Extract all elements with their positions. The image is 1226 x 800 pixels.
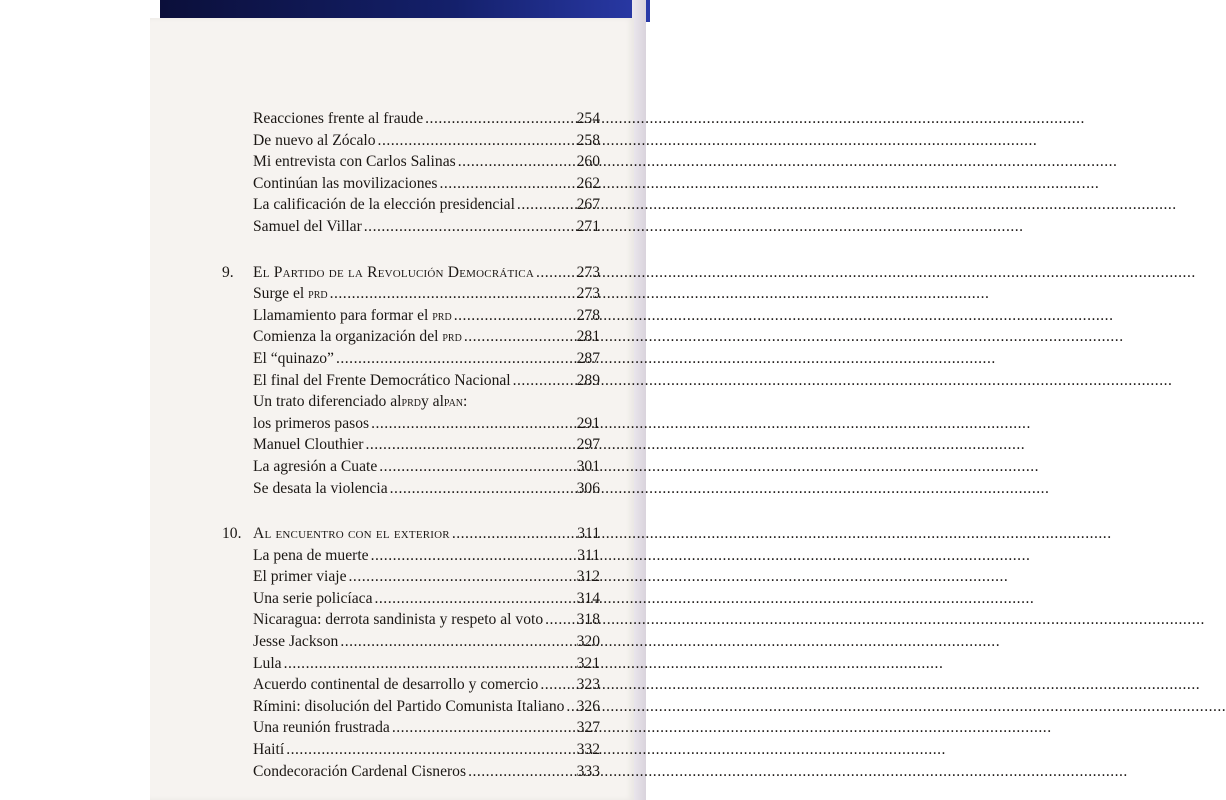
toc-entry-title: Continúan las movilizaciones <box>253 174 438 192</box>
chapter-number: 10. <box>222 525 242 543</box>
dot-leader <box>365 434 574 456</box>
toc-section-continuation <box>222 108 600 238</box>
dot-leader <box>340 631 574 653</box>
table-of-contents <box>222 108 600 782</box>
dot-leader <box>464 326 575 348</box>
toc-entry-title: Condecoración Cardenal Cisneros <box>253 762 467 780</box>
toc-entry <box>222 434 600 456</box>
toc-entry-title: De nuevo al Zócalo <box>253 131 376 149</box>
toc-entry-title: Se desata la violencia <box>253 479 388 497</box>
dot-leader <box>540 674 574 696</box>
abbreviation: pan <box>443 394 464 411</box>
dot-leader <box>349 566 575 588</box>
dot-leader <box>284 653 575 675</box>
toc-entry <box>222 674 600 696</box>
toc-page-number: 321 <box>576 654 600 672</box>
toc-chapter-10 <box>222 523 600 782</box>
dot-leader <box>425 108 574 130</box>
toc-page-number: 311 <box>577 546 600 564</box>
chapter-heading <box>222 523 600 545</box>
toc-page-number: 312 <box>576 568 600 586</box>
toc-entry-title: Mi entrevista con Carlos Salinas <box>253 153 456 171</box>
dot-leader <box>536 262 575 284</box>
toc-entry <box>222 370 600 392</box>
toc-entry-title: El final del Frente Democrático Nacional <box>253 371 511 389</box>
toc-entry <box>222 631 600 653</box>
dot-leader <box>378 130 575 152</box>
dot-leader <box>513 370 575 392</box>
toc-entry <box>222 696 600 718</box>
toc-page-number: 323 <box>576 676 600 694</box>
toc-entry <box>222 478 600 500</box>
toc-entry <box>222 717 600 739</box>
toc-entry <box>222 151 600 173</box>
toc-page-number: 311 <box>577 525 600 543</box>
dot-leader <box>336 348 575 370</box>
toc-entry-title: La pena de muerte <box>253 546 369 564</box>
toc-entry-title: Comienza la organización del prd <box>253 328 462 346</box>
toc-page-number: 258 <box>576 131 600 149</box>
toc-page-number: 278 <box>576 306 600 324</box>
toc-page-number: 314 <box>576 589 600 607</box>
toc-entry-title: Nicaragua: derrota sandinista y respeto al voto <box>253 611 544 629</box>
dot-leader <box>454 305 575 327</box>
toc-entry <box>222 566 600 588</box>
toc-page-number: 333 <box>576 762 600 780</box>
dot-leader <box>371 413 575 435</box>
abbreviation: prd <box>401 394 421 411</box>
toc-page-number: 267 <box>576 196 600 214</box>
toc-page-number: 281 <box>576 328 600 346</box>
toc-entry <box>222 216 600 238</box>
dot-leader <box>545 609 574 631</box>
toc-page-number: 262 <box>576 174 600 192</box>
toc-entry-title: Rímini: disolución del Partido Comunista Italiano <box>253 697 565 715</box>
toc-page-number: 273 <box>576 285 600 303</box>
toc-entry <box>222 194 600 216</box>
toc-page-number: 327 <box>576 719 600 737</box>
toc-page-number: 297 <box>576 436 600 454</box>
dot-leader <box>371 545 576 567</box>
dot-leader <box>452 523 575 545</box>
toc-entry-title: Jesse Jackson <box>253 633 339 651</box>
toc-entry <box>222 653 600 675</box>
toc-page-number: 332 <box>576 741 600 759</box>
toc-page-number: 271 <box>576 217 600 235</box>
toc-page-number: 301 <box>576 457 600 475</box>
toc-entry-title: Manuel Clouthier <box>253 436 364 454</box>
toc-entry <box>222 413 600 435</box>
dot-leader <box>390 478 575 500</box>
toc-entry-title: Una serie policíaca <box>253 589 373 607</box>
dot-leader <box>375 588 575 610</box>
toc-entry-title: Samuel del Villar <box>253 217 362 235</box>
dot-leader <box>379 456 574 478</box>
toc-entry <box>222 761 600 783</box>
toc-entry <box>222 609 600 631</box>
dot-leader <box>286 739 574 761</box>
chapter-number: 9. <box>222 263 234 281</box>
chapter-title: El Partido de la Revolución Democrática <box>253 263 534 281</box>
toc-entry-title: Llamamiento para formar el prd <box>253 306 452 324</box>
toc-entry <box>222 326 600 348</box>
toc-page-number: 306 <box>576 479 600 497</box>
toc-chapter-9 <box>222 262 600 500</box>
toc-page-number: 273 <box>576 263 600 281</box>
dot-leader <box>364 216 575 238</box>
toc-page-number: 320 <box>576 633 600 651</box>
toc-entry <box>222 348 600 370</box>
abbreviation: prd <box>432 307 452 324</box>
toc-entry-title: Surge el prd <box>253 285 328 303</box>
toc-page-number: 254 <box>576 110 600 127</box>
toc-entry-title: La calificación de la elección presidencial <box>253 196 515 214</box>
toc-page-number: 287 <box>576 349 600 367</box>
toc-entry <box>222 739 600 761</box>
abbreviation: prd <box>308 286 328 303</box>
toc-entry-title: Acuerdo continental de desarrollo y comercio <box>253 676 539 694</box>
chapter-title: Al encuentro con el exterior <box>253 525 450 543</box>
dot-leader <box>517 194 575 216</box>
toc-entry-title: Reacciones frente al fraude <box>253 110 424 127</box>
toc-entry <box>222 456 600 478</box>
toc-entry <box>222 305 600 327</box>
abbreviation: prd <box>442 329 462 346</box>
toc-page-number: 326 <box>576 697 600 715</box>
toc-entry-title: los primeros pasos <box>253 414 370 432</box>
toc-entry-title: Haití <box>253 741 285 759</box>
toc-entry-title: El “quinazo” <box>253 349 334 367</box>
toc-entry-title: Una reunión frustrada <box>253 719 390 737</box>
chapter-heading <box>222 262 600 284</box>
toc-entry <box>222 283 600 305</box>
toc-entry <box>222 545 600 567</box>
toc-page-number: 291 <box>576 414 600 432</box>
dot-leader <box>468 761 575 783</box>
toc-page-number: 260 <box>576 153 600 171</box>
toc-entry-title: La agresión a Cuate <box>253 457 378 475</box>
dot-leader <box>440 173 575 195</box>
dot-leader <box>458 151 575 173</box>
dot-leader <box>566 696 574 718</box>
toc-entry <box>222 173 600 195</box>
toc-entry <box>222 108 600 130</box>
toc-page-number: 289 <box>576 371 600 389</box>
toc-entry-title: El primer viaje <box>253 568 347 586</box>
toc-entry <box>222 588 600 610</box>
dot-leader <box>330 283 575 305</box>
toc-entry <box>222 130 600 152</box>
toc-page-number: 318 <box>576 611 600 629</box>
dot-leader <box>392 717 575 739</box>
toc-entry-title: Lula <box>253 654 282 672</box>
toc-entry-first-line: Un trato diferenciado al prd y al pan : <box>222 391 600 413</box>
